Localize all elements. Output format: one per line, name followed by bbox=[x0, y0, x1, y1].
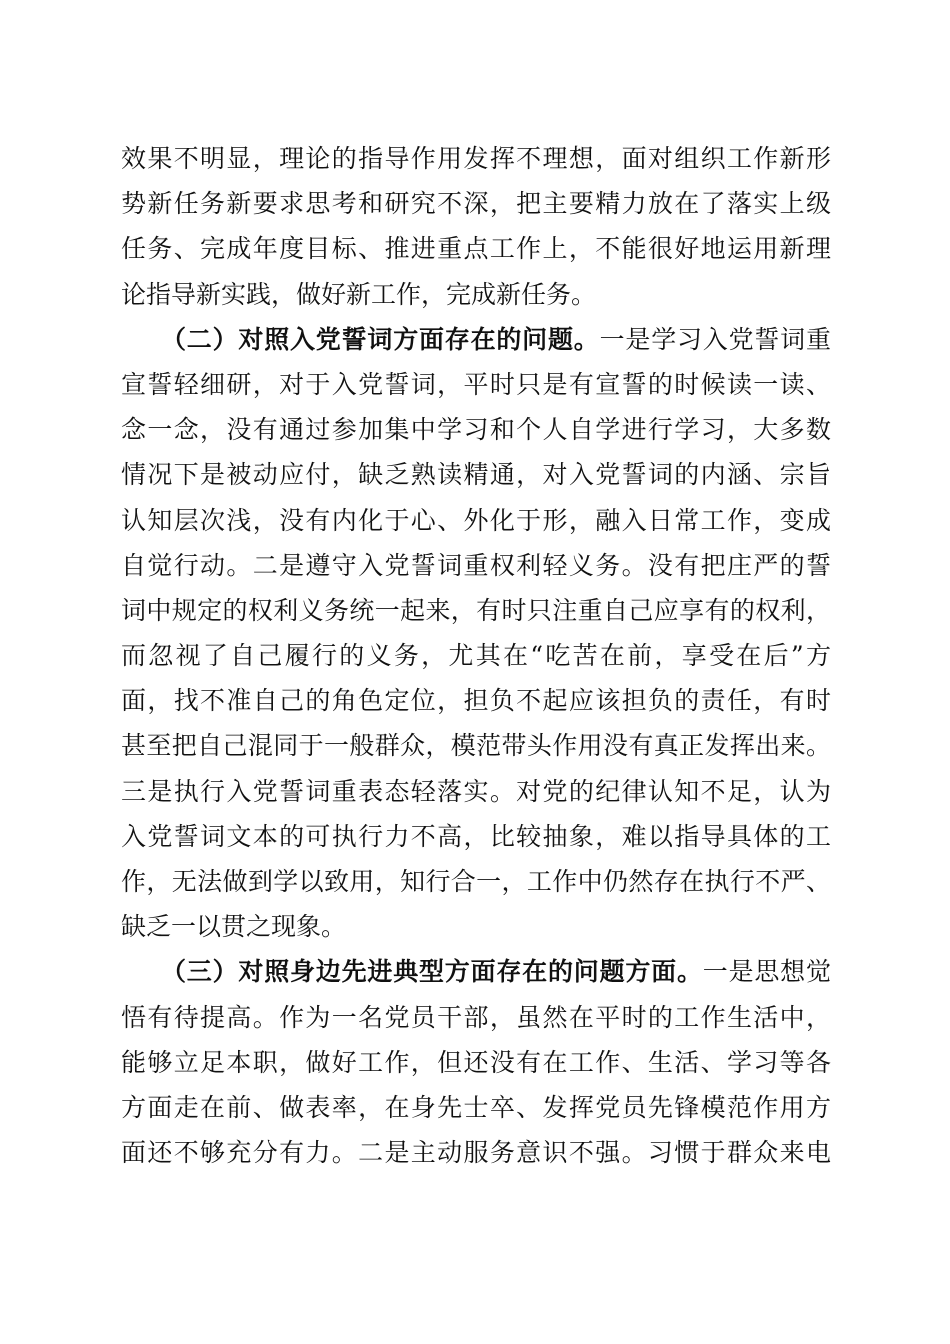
text-line bbox=[121, 949, 831, 994]
text-line: 认知层次浅，没有内化于心、外化于形，融入日常工作，变成 bbox=[121, 505, 831, 535]
document-body bbox=[121, 136, 831, 1175]
paragraph-1 bbox=[121, 136, 831, 317]
text-line: 效果不明显，理论的指导作用发挥不理想，面对组织工作新形 bbox=[121, 144, 831, 173]
paragraph-2 bbox=[121, 317, 831, 950]
text-line: 缺乏一以贯之现象。 bbox=[121, 912, 347, 942]
text-line: 任务、完成年度目标、推进重点工作上，不能很好地运用新理 bbox=[121, 234, 831, 264]
text-line: 入党誓词文本的可执行力不高，比较抽象，难以指导具体的工 bbox=[121, 821, 831, 851]
text-line: 能够立足本职，做好工作，但还没有在工作、生活、学习等各 bbox=[121, 1047, 831, 1077]
text-line: 三是执行入党誓词重表态轻落实。对党的纪律认知不足，认为 bbox=[121, 776, 831, 806]
text-line: 面，找不准自己的角色定位，担负不起应该担负的责任，有时 bbox=[121, 686, 831, 716]
text-line: 情况下是被动应付，缺乏熟读精通，对入党誓词的内涵、宗旨 bbox=[121, 460, 831, 490]
text-run: 一是学习入党誓词重 bbox=[599, 324, 831, 354]
text-line: 论指导新实践，做好新工作，完成新任务。 bbox=[121, 279, 597, 309]
text-line: 而忽视了自己履行的义务，尤其在“吃苦在前，享受在后”方 bbox=[121, 641, 831, 671]
section-heading-2: （二）对照入党誓词方面存在的问题。 bbox=[161, 324, 600, 354]
paragraph-3 bbox=[121, 949, 831, 1175]
text-line: 悟有待提高。作为一名党员干部，虽然在平时的工作生活中， bbox=[121, 1002, 831, 1032]
text-line: 自觉行动。二是遵守入党誓词重权利轻义务。没有把庄严的誓 bbox=[121, 550, 831, 580]
text-line: 词中规定的权利义务统一起来，有时只注重自己应享有的权利， bbox=[121, 595, 831, 625]
text-line: 面还不够充分有力。二是主动服务意识不强。习惯于群众来电 bbox=[121, 1138, 831, 1168]
text-line: 方面走在前、做表率，在身先士卒、发挥党员先锋模范作用方 bbox=[121, 1092, 831, 1122]
text-line: 宣誓轻细研，对于入党誓词，平时只是有宣誓的时候读一读、 bbox=[121, 369, 831, 399]
text-line: 念一念，没有通过参加集中学习和个人自学进行学习，大多数 bbox=[121, 415, 831, 445]
text-line: 作，无法做到学以致用，知行合一，工作中仍然存在执行不严、 bbox=[121, 867, 831, 896]
text-run: 一是思想觉 bbox=[702, 957, 831, 987]
text-line: 甚至把自己混同于一般群众，模范带头作用没有真正发挥出来。 bbox=[121, 731, 831, 761]
section-heading-3: （三）对照身边先进典型方面存在的问题方面。 bbox=[161, 957, 703, 987]
text-line: 势新任务新要求思考和研究不深，把主要精力放在了落实上级 bbox=[121, 189, 831, 219]
text-line bbox=[121, 317, 831, 362]
